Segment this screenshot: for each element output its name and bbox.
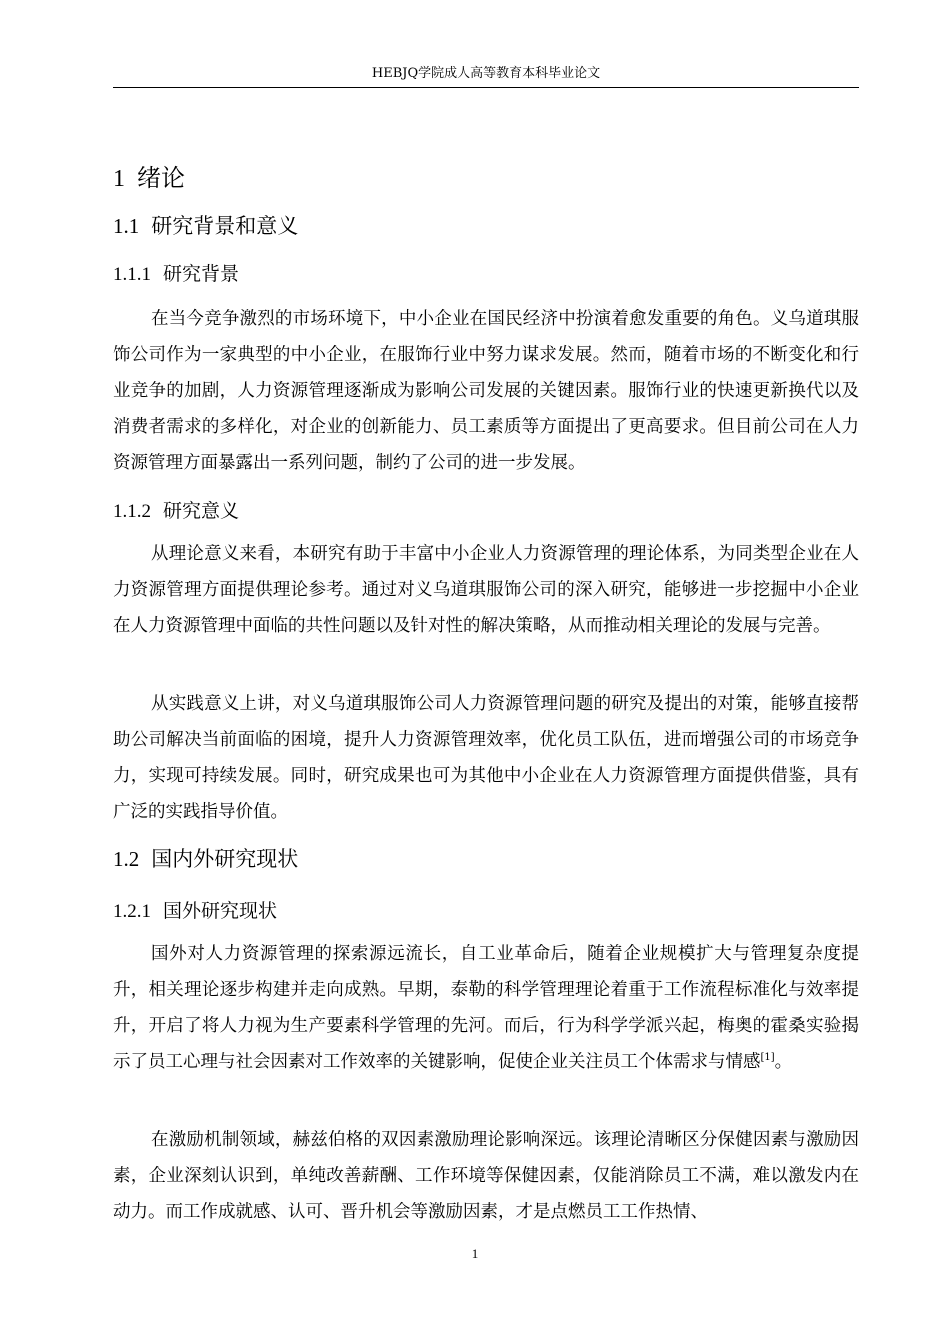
section-number: 1.1 (113, 214, 140, 238)
running-header: HEBJQ学院成人高等教育本科毕业论文 (371, 66, 601, 81)
section-heading-1-1 (113, 210, 298, 242)
paragraph-text: 国外对人力资源管理的探索源远流长，自工业革命后，随着企业规模扩大与管理复杂度提升，相关理论逐步构建并走向成熟。早期，泰勒的科学管理理论着重于工作流程标准化与效率提升，开启了将人力视为生产要素科学管理的先河。而后，行为科学学派兴起，梅奥的霍桑实验揭示了员工心理与社会因素对工作效率的关键影响，促使企业关注员工个体需求与情感 (113, 944, 859, 1072)
chapter-title: 绪论 (137, 164, 185, 192)
subsection-title: 国外研究现状 (163, 900, 278, 922)
subsection-number: 1.2.1 (113, 901, 151, 922)
subsection-title: 研究背景 (163, 263, 240, 285)
paragraph-theoretical-significance: 从理论意义来看，本研究有助于丰富中小企业人力资源管理的理论体系，为同类型企业在人力资源管理方面提供理论参考。通过对义乌道琪服饰公司的深入研究，能够进一步挖掘中小企业在人力资源管理中面临的共性问题以及针对性的解决策略，从而推动相关理论的发展与完善。 (113, 544, 859, 636)
subsection-heading-1-2-1 (113, 896, 277, 927)
header-rule (113, 87, 859, 88)
section-title: 国内外研究现状 (151, 847, 299, 871)
citation-reference: [1] (760, 1052, 775, 1064)
chapter-heading (113, 160, 185, 197)
page-number: 1 (471, 1246, 479, 1261)
paragraph-foreign-research (113, 936, 859, 1080)
section-title: 研究背景和意义 (151, 214, 299, 238)
section-heading-1-2 (113, 843, 298, 875)
subsection-title: 研究意义 (163, 500, 240, 522)
subsection-heading-1-1-2 (113, 496, 239, 527)
paragraph-end-punctuation: 。 (774, 1052, 793, 1072)
subsection-number: 1.1.1 (113, 264, 151, 285)
paragraph-incentive-mechanism: 在激励机制领域，赫兹伯格的双因素激励理论影响深远。该理论清晰区分保健因素与激励因素，企业深刻认识到，单纯改善薪酬、工作环境等保健因素，仅能消除员工不满，难以激发内在动力。而工作成就感、认可、晋升机会等激励因素，才是点燃员工工作热情、 (113, 1130, 859, 1222)
subsection-heading-1-1-1 (113, 259, 239, 290)
paragraph-research-background: 在当今竞争激烈的市场环境下，中小企业在国民经济中扮演着愈发重要的角色。义乌道琪服饰公司作为一家典型的中小企业，在服饰行业中努力谋求发展。然而，随着市场的不断变化和行业竞争的加剧，人力资源管理逐渐成为影响公司发展的关键因素。服饰行业的快速更新换代以及消费者需求的多样化，对企业的创新能力、员工素质等方面提出了更高要求。但目前公司在人力资源管理方面暴露出一系列问题，制约了公司的进一步发展。 (113, 309, 859, 473)
subsection-number: 1.1.2 (113, 501, 151, 522)
section-number: 1.2 (113, 847, 140, 871)
paragraph-practical-significance: 从实践意义上讲，对义乌道琪服饰公司人力资源管理问题的研究及提出的对策，能够直接帮助公司解决当前面临的困境，提升人力资源管理效率，优化员工队伍，进而增强公司的市场竞争力，实现可持续发展。同时，研究成果也可为其他中小企业在人力资源管理方面提供借鉴，具有广泛的实践指导价值。 (113, 694, 859, 822)
chapter-number: 1 (113, 166, 125, 192)
